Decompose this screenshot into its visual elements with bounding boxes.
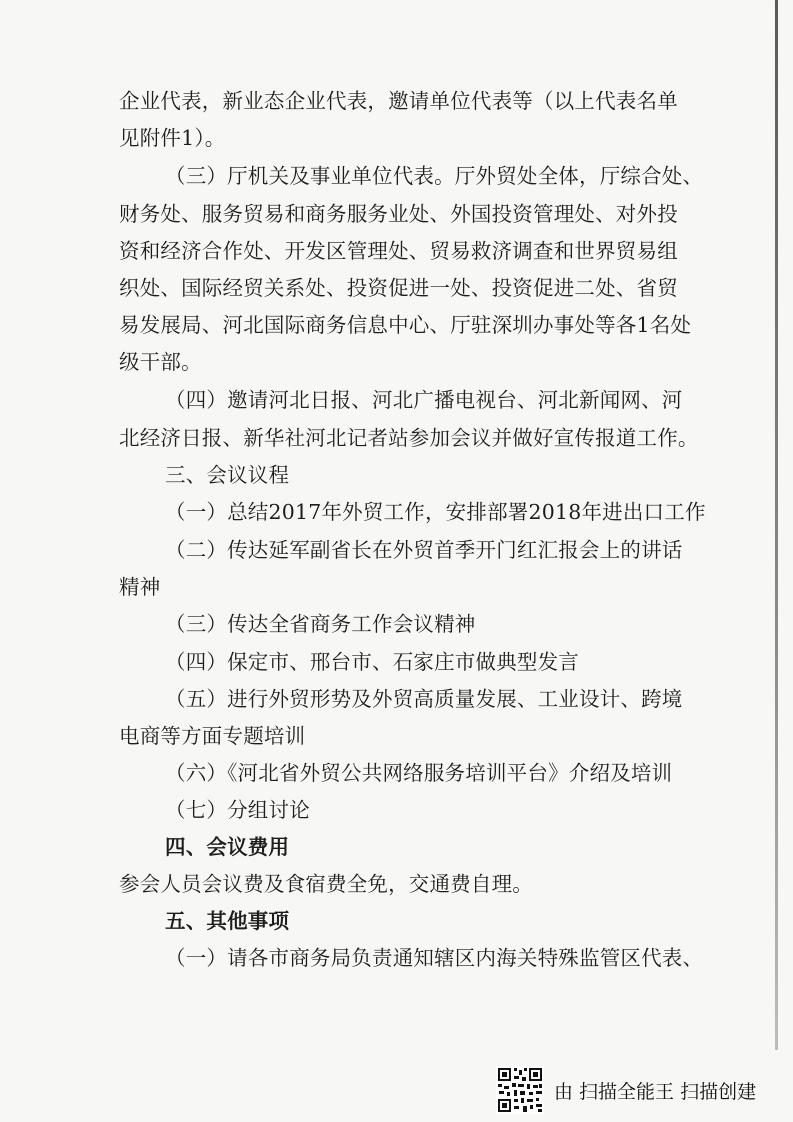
agenda-item: （二）传达延军副省长在外贸首季开门红汇报会上的讲话 <box>165 538 683 562</box>
body-line: 资和经济合作处、开发区管理处、贸易救济调查和世界贸易组 <box>119 239 678 263</box>
body-line: 见附件1）。 <box>119 126 226 150</box>
agenda-item: （五）进行外贸形势及外贸高质量发展、工业设计、跨境 <box>165 687 683 711</box>
agenda-item: 电商等方面专题培训 <box>119 724 306 748</box>
body-line: （三）厅机关及事业单位代表。厅外贸处全体，厅综合处、 <box>165 164 704 188</box>
scanner-watermark <box>496 1066 786 1116</box>
agenda-item: （七）分组讨论 <box>165 798 310 822</box>
body-line: 北经济日报、新华社河北记者站参加会议并做好宣传报道工作。 <box>119 426 699 450</box>
agenda-item: （三）传达全省商务工作会议精神 <box>165 612 476 636</box>
agenda-item: 精神 <box>119 575 161 599</box>
body-line: 级干部。 <box>119 350 202 374</box>
body-line: 织处、国际经贸关系处、投资促进一处、投资促进二处、省贸 <box>119 276 678 300</box>
body-line: 易发展局、河北国际商务信息中心、厅驻深圳办事处等各1名处 <box>119 313 692 337</box>
section-heading: 三、会议议程 <box>165 463 290 487</box>
qr-code-icon <box>496 1066 544 1114</box>
section-heading: 五、其他事项 <box>165 909 290 933</box>
body-line: 企业代表，新业态企业代表，邀请单位代表等（以上代表名单 <box>119 89 678 113</box>
section-heading: 四、会议费用 <box>165 835 290 859</box>
body-line: 参会人员会议费及食宿费全免，交通费自理。 <box>119 872 533 896</box>
body-line: 财务处、服务贸易和商务服务业处、外国投资管理处、对外投 <box>119 202 678 226</box>
agenda-item: （四）保定市、邢台市、石家庄市做典型发言 <box>165 650 579 674</box>
scan-edge-line <box>775 0 778 1050</box>
agenda-item: （一）总结2017年外贸工作，安排部署2018年进出口工作 <box>165 500 706 524</box>
scanner-credit: 由 扫描全能王 扫描创建 <box>554 1081 757 1103</box>
body-line: （四）邀请河北日报、河北广播电视台、河北新闻网、河 <box>165 388 683 412</box>
body-line: （一）请各市商务局负责通知辖区内海关特殊监管区代表、 <box>165 946 704 970</box>
agenda-item: （六）《河北省外贸公共网络服务培训平台》介绍及培训 <box>165 761 673 785</box>
